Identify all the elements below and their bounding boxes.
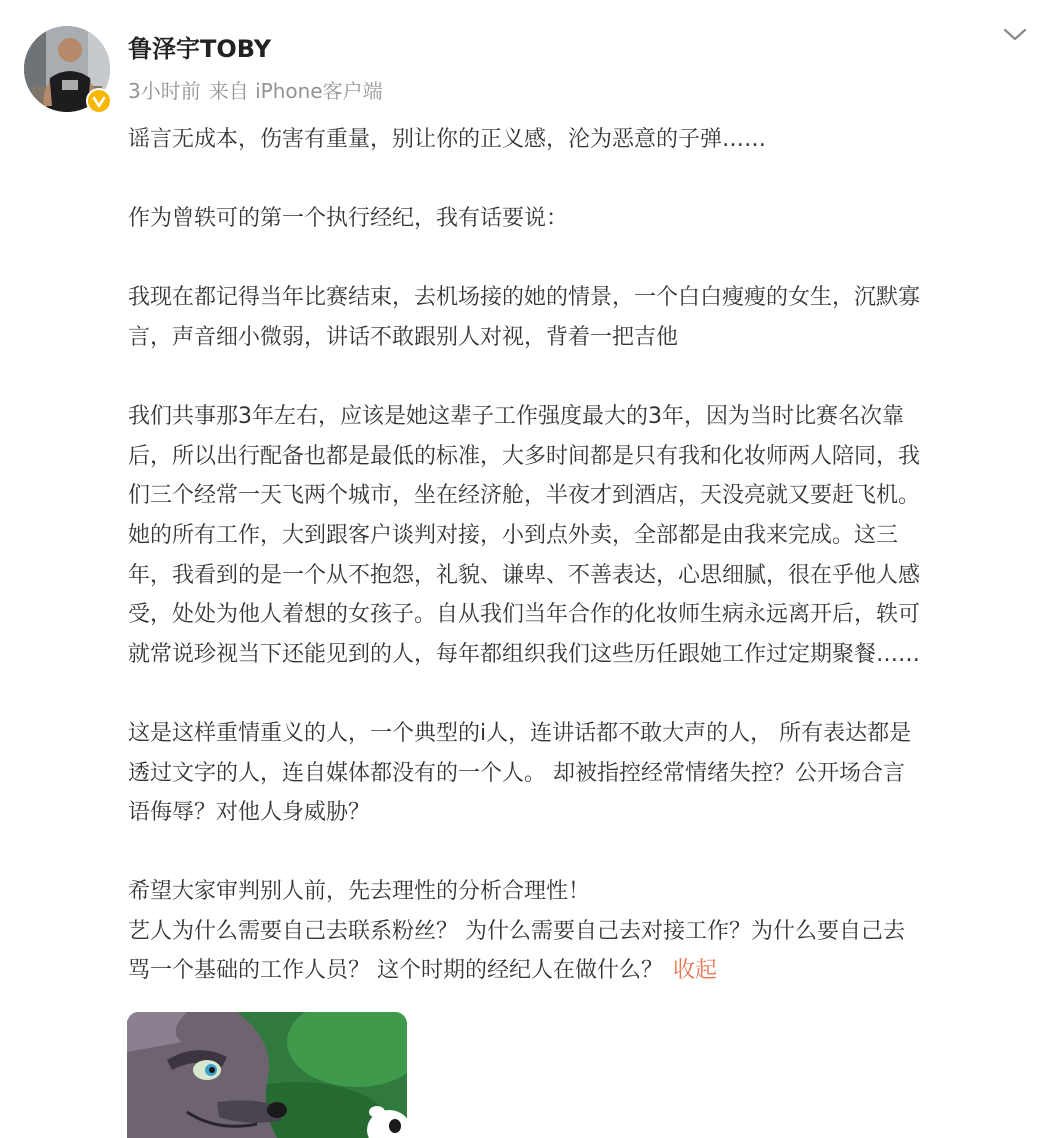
post-last-line xyxy=(128,951,1034,991)
chevron-down-icon[interactable] xyxy=(1000,20,1030,50)
post-line: 就常说珍视当下还能见到的人，每年都组织我们这些历任跟她工作过定期聚餐…… xyxy=(128,641,921,667)
post-line: 这是这样重情重义的人，一个典型的i人，连讲话都不敢大声的人， 所有表达都是 xyxy=(128,720,912,746)
post-body xyxy=(128,120,1034,991)
post-line: 后，所以出行配备也都是最低的标准，大多时间都是只有我和化妆师两人陪同，我 xyxy=(128,443,921,469)
post-line: 语侮辱？对他人身威胁？ xyxy=(128,800,371,826)
post-line: 我现在都记得当年比赛结束，去机场接的她的情景，一个白白瘦瘦的女生，沉默寡 xyxy=(128,285,921,311)
cartoon-wolf-image[interactable] xyxy=(127,1012,407,1138)
post-time[interactable]: 3小时前 xyxy=(128,79,201,103)
post-line: 艺人为什么需要自己去联系粉丝？ 为什么需要自己去对接工作？为什么要自己去 xyxy=(128,918,905,944)
post-source: 来自 iPhone客户端 xyxy=(208,79,383,103)
paragraph-gap xyxy=(128,239,1034,279)
post-line: 受，处处为他人着想的女孩子。自从我们当年合作的化妆师生病永远离开后，轶可 xyxy=(128,602,921,628)
post-line: 谣言无成本，伤害有重量，别让你的正义感，沦为恶意的子弹…… xyxy=(128,127,767,152)
post-meta xyxy=(128,76,383,106)
post-line: 我们共事那3年左右，应该是她这辈子工作强度最大的3年，因为当时比赛名次靠 xyxy=(128,404,904,430)
post-line: 年，我看到的是一个从不抱怨，礼貌、谦卑、不善表达，心思细腻，很在乎他人感 xyxy=(128,562,921,588)
collapse-link[interactable]: 收起 xyxy=(673,958,718,984)
post-line: 们三个经常一天飞两个城市，坐在经济舱，半夜才到酒店，天没亮就又要赶飞机。 xyxy=(128,483,921,509)
paragraph-gap xyxy=(128,674,1034,714)
post-line: 骂一个基础的工作人员？ 这个时期的经纪人在做什么？ xyxy=(128,958,663,984)
post-line: 作为曾轶可的第一个执行经纪，我有话要说： xyxy=(128,206,569,232)
post-line: 透过文字的人，连自媒体都没有的一个人。 却被指控经常情绪失控？公开场合言 xyxy=(128,760,905,786)
paragraph-gap xyxy=(128,833,1034,873)
post-line: 希望大家审判别人前，先去理性的分析合理性！ xyxy=(128,879,591,905)
post-line: 她的所有工作，大到跟客户谈判对接，小到点外卖，全部都是由我来完成。这三 xyxy=(128,522,899,548)
paragraph-gap xyxy=(128,358,1034,398)
post-line: 言，声音细小微弱，讲话不敢跟别人对视，背着一把吉他 xyxy=(128,324,679,350)
verified-badge-icon xyxy=(86,88,112,114)
author-name[interactable]: 鲁泽宇TOBY xyxy=(128,35,272,63)
paragraph-gap xyxy=(128,160,1034,200)
